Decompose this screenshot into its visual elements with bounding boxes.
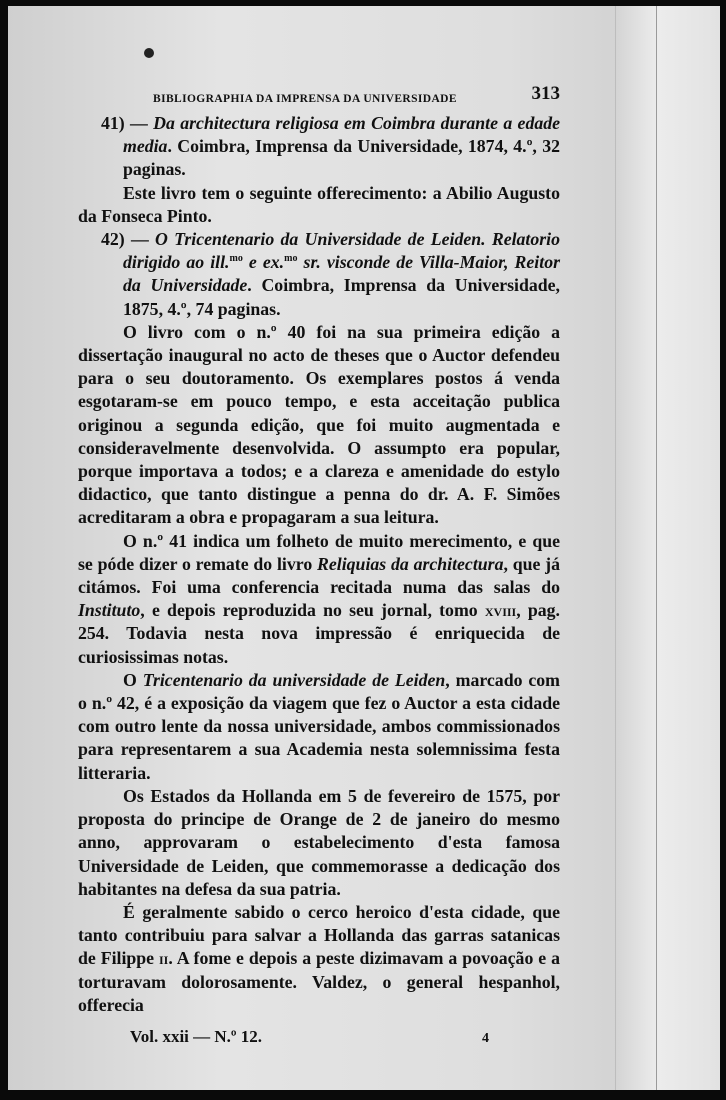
facing-page-edge bbox=[615, 6, 720, 1090]
text-run: , pag. 254. Todavia nesta nova impressão é enriquecida de curiosissimas notas. bbox=[78, 600, 560, 667]
running-header bbox=[78, 82, 560, 112]
ink-blot bbox=[144, 48, 154, 58]
text-run: , marcado com o n.º 42, é a exposição da viagem que fez o Auctor a esta cidade com outro lente da nossa universidade, ambos commissionados para representarem a sua Academia nesta solemnissima festa litteraria. bbox=[78, 669, 560, 783]
entry-imprint: . Coimbra, Imprensa da Universidade, 1874, 4.º, 32 paginas. bbox=[123, 136, 560, 180]
entry-number: 42) — bbox=[101, 229, 156, 250]
paragraph-1: O livro com o n.º 40 foi na sua primeira edição a dissertação inaugural no acto de theses que o Auctor defendeu para o seu doutoramento. Os exemplares postos á venda esgotaram-se em pouco tempo, e esta acceitação publica originou a segunda edição, que foi muito augmentada e consideravelmente desenvolvida. O assumpto era popular, porque importava a todos; e a clareza e amenidade do estylo didactico, que tanto distingue a penna do dr. A. F. Simões acreditaram a obra e propagaram a sua leitura. bbox=[78, 321, 560, 528]
page-number: 313 bbox=[531, 83, 560, 104]
book-page bbox=[8, 6, 720, 1090]
gathering-signature: 4 bbox=[482, 1030, 489, 1046]
paragraph-3 bbox=[78, 669, 560, 785]
text-run: O bbox=[123, 669, 143, 690]
text-run: É geralmente sabido o cerco heroico d'esta cidade, que tanto contribuiu para salvar a Hollanda das garras satanicas de Filippe bbox=[78, 901, 560, 969]
text-run: O n.º 41 indica um folheto de muito merecimento, e que se póde dizer o remate do livro bbox=[78, 530, 560, 574]
italic-run: Instituto bbox=[78, 600, 141, 621]
entry-number: 41) — bbox=[101, 113, 154, 133]
superscript: mo bbox=[229, 253, 243, 265]
text-run: , e depois reproduzida no seu jornal, tomo bbox=[140, 600, 485, 621]
volume-signature: Vol. xxii — N.º 12. bbox=[130, 1026, 263, 1046]
entry-imprint: . Coimbra, Imprensa da Universidade, 1875, 4.º, 74 paginas. bbox=[123, 275, 560, 319]
entry-41-note: Este livro tem o seguinte offerecimento: a Abilio Augusto da Fonseca Pinto. bbox=[78, 182, 560, 226]
entry-title-part: sr. visconde de Villa-Maior, Reitor da Universidade bbox=[123, 252, 560, 296]
entry-title: Da architectura religiosa em Coimbra durante a edade media bbox=[123, 113, 561, 157]
running-title: BIBLIOGRAPHIA DA IMPRENSA DA UNIVERSIDADE bbox=[153, 93, 457, 105]
superscript: mo bbox=[284, 253, 298, 265]
text-run: , que já citámos. Foi uma conferencia recitada numa das salas do bbox=[78, 553, 560, 598]
entry-title-part: O Tricentenario da Universidade de Leiden. Relatorio dirigido ao ill. bbox=[123, 229, 560, 273]
entry-42 bbox=[78, 228, 560, 321]
smallcaps-run: xviii bbox=[484, 600, 517, 621]
smallcaps-run: ii bbox=[159, 948, 169, 969]
italic-run: Reliquias da architectura bbox=[317, 553, 504, 574]
binding-shadow bbox=[616, 6, 657, 1090]
page-footer bbox=[78, 1025, 560, 1051]
page-content bbox=[78, 82, 560, 1051]
entry-title-part: e ex. bbox=[242, 252, 285, 273]
text-run: . A fome e depois a peste dizimavam a povoação e a torturavam dolorosamente. Valdez, o general hespanhol, offerecia bbox=[78, 948, 560, 1015]
paragraph-2 bbox=[78, 530, 560, 669]
paragraph-5 bbox=[78, 901, 560, 1017]
entry-41 bbox=[78, 112, 560, 182]
paragraph-4: Os Estados da Hollanda em 5 de fevereiro de 1575, por proposta do principe de Orange de 2 de janeiro do mesmo anno, approvaram o estabelecimento d'esta famosa Universidade de Leiden, que commemorasse a dedicação dos habitantes na defesa da sua patria. bbox=[78, 785, 560, 899]
italic-run: Tricentenario da universidade de Leiden bbox=[142, 669, 446, 690]
